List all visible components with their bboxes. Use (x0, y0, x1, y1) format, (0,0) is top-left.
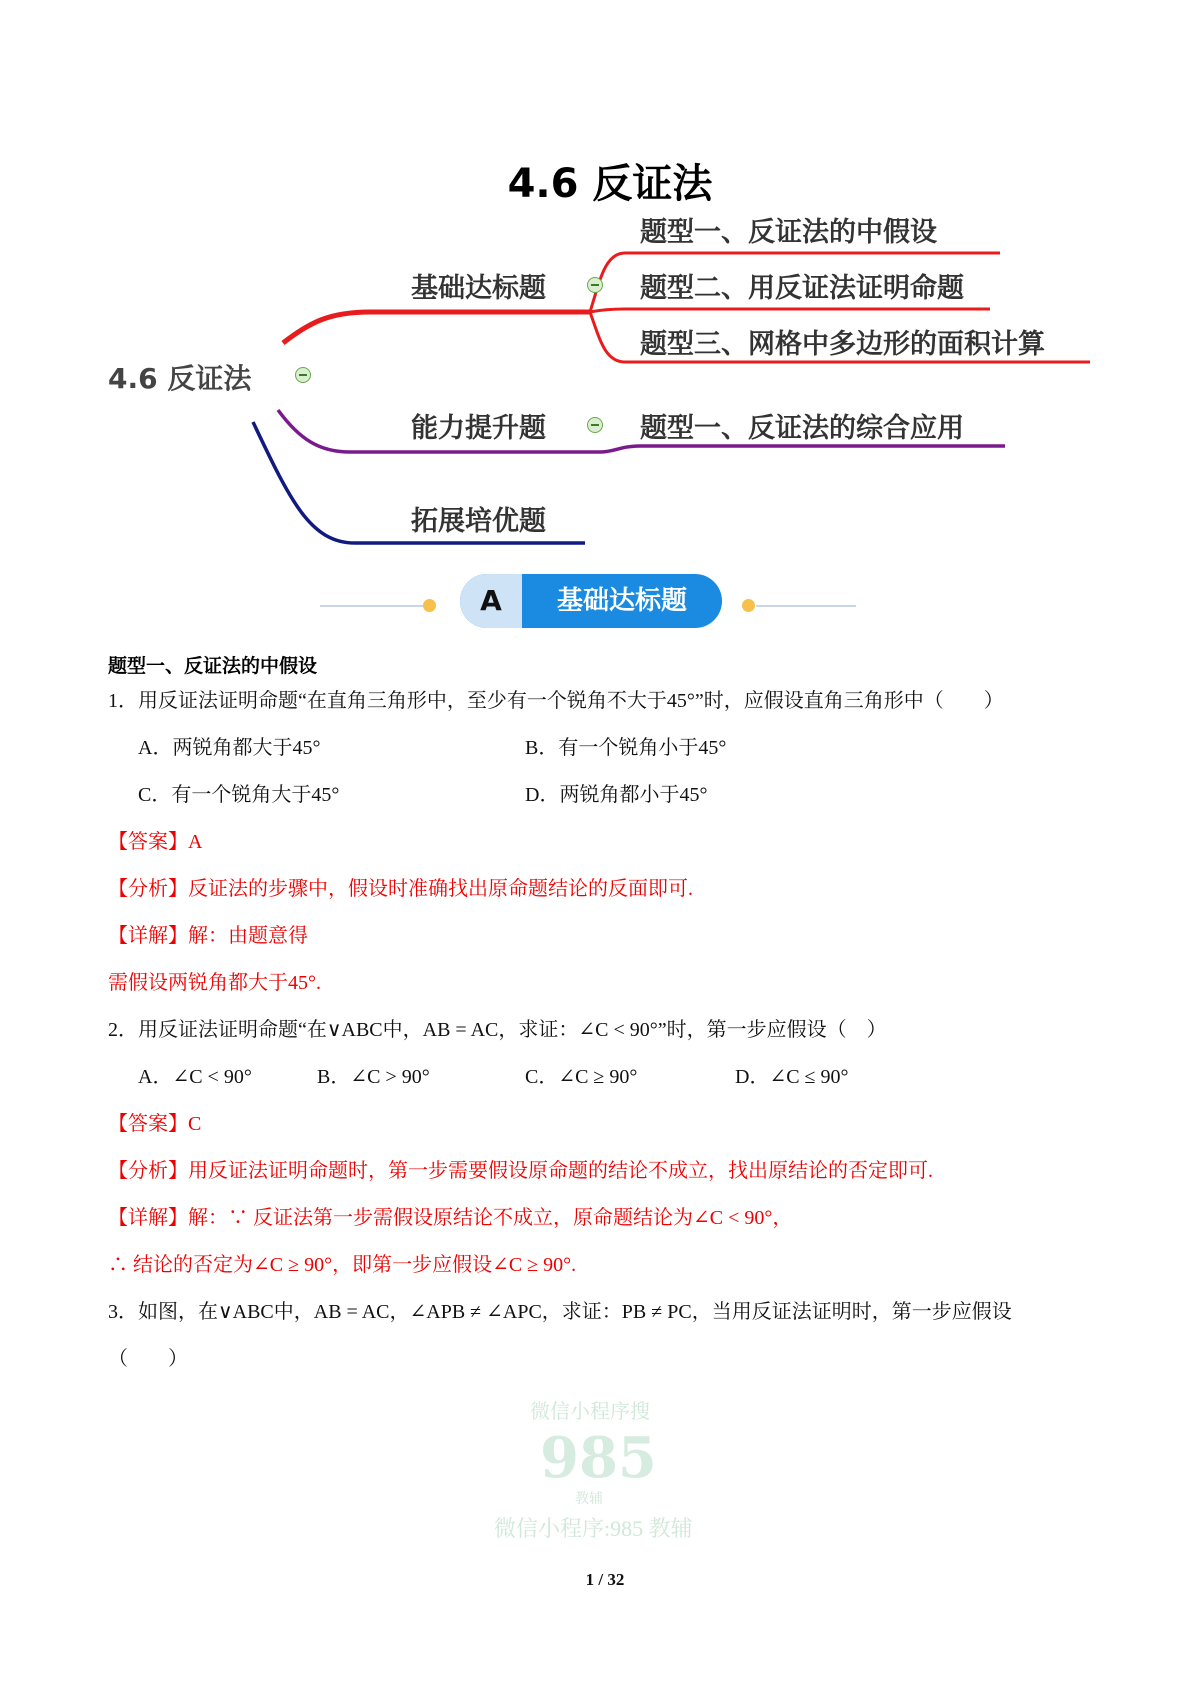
mindmap-branch-ability: 能力提升题 (411, 413, 546, 444)
q2-option-b: B．∠C > 90° (317, 1066, 430, 1088)
q2-answer: 【答案】C (108, 1113, 202, 1135)
q1-option-c: C．有一个锐角大于45° (138, 784, 340, 806)
collapse-icon[interactable] (587, 277, 603, 293)
q3-answer-paren: （ ） (108, 1348, 188, 1370)
banner-letter: A (460, 574, 522, 628)
q1-option-a: A．两锐角都大于45° (138, 737, 321, 759)
mindmap-leaf: 题型三、网格中多边形的面积计算 (640, 329, 1045, 360)
q2-option-d: D．∠C ≤ 90° (735, 1066, 849, 1088)
page-number: 1 / 32 (585, 1570, 625, 1589)
question-1-stem: 1．用反证法证明命题“在直角三角形中，至少有一个锐角不大于45°”时，应假设直角三角形中（ ） (108, 690, 1004, 712)
q1-detail-2: 需假设两锐角都大于45°. (108, 972, 321, 994)
branch-line-basic-2 (590, 309, 990, 312)
q1-option-d: D．两锐角都小于45° (525, 784, 708, 806)
divider (756, 605, 856, 607)
q1-answer: 【答案】A (108, 831, 203, 853)
mindmap-root: 4.6 反证法 (108, 362, 252, 395)
question-2-stem: 2．用反证法证明命题“在∨ABC中，AB = AC，求证：∠C < 90°”时，第一步应假设（ ） (108, 1019, 887, 1041)
q2-detail: 【详解】解：∵ 反证法第一步需假设原结论不成立，原命题结论为∠C < 90°， (108, 1207, 793, 1229)
banner-label: 基础达标题 (556, 586, 687, 616)
watermark-number: 985 (540, 1425, 657, 1491)
page-title: 4.6 反证法 (507, 161, 713, 207)
divider (320, 605, 425, 607)
question-3-stem: 3．如图，在∨ABC中，AB = AC，∠APB ≠ ∠APC，求证：PB ≠ PC，当用反证法证明时，第一步应假设 (108, 1301, 1012, 1323)
collapse-icon[interactable] (587, 417, 603, 433)
mindmap-branch-basic: 基础达标题 (411, 273, 546, 304)
collapse-icon[interactable] (295, 367, 311, 383)
mindmap-leaf: 题型一、反证法的综合应用 (640, 413, 964, 444)
q1-analysis: 【分析】反证法的步骤中，假设时准确找出原命题结论的反面即可. (108, 878, 693, 900)
q2-option-c: C．∠C ≥ 90° (525, 1066, 638, 1088)
q2-detail-2: ∴ 结论的否定为∠C ≥ 90°，即第一步应假设∠C ≥ 90°. (108, 1254, 577, 1276)
mindmap-leaf: 题型一、反证法的中假设 (640, 217, 937, 248)
q2-analysis: 【分析】用反证法证明命题时，第一步需要假设原命题的结论不成立，找出原结论的否定即可. (108, 1160, 933, 1182)
q2-option-a: A．∠C < 90° (138, 1066, 252, 1088)
watermark-bottom: 微信小程序:985 教辅 (494, 1516, 693, 1541)
section-banner (460, 574, 722, 628)
q1-option-b: B．有一个锐角小于45° (525, 737, 727, 759)
mindmap-leaf: 题型二、用反证法证明命题 (640, 273, 964, 304)
dot-icon (423, 599, 436, 612)
section-heading: 题型一、反证法的中假设 (108, 655, 318, 677)
watermark-top: 微信小程序搜 (530, 1401, 650, 1423)
q1-detail: 【详解】解：由题意得 (108, 925, 308, 947)
watermark-mid: 教辅 (575, 1492, 603, 1507)
dot-icon (742, 599, 755, 612)
mindmap-branch-extend: 拓展培优题 (411, 506, 546, 537)
branch-line-basic (283, 312, 590, 343)
